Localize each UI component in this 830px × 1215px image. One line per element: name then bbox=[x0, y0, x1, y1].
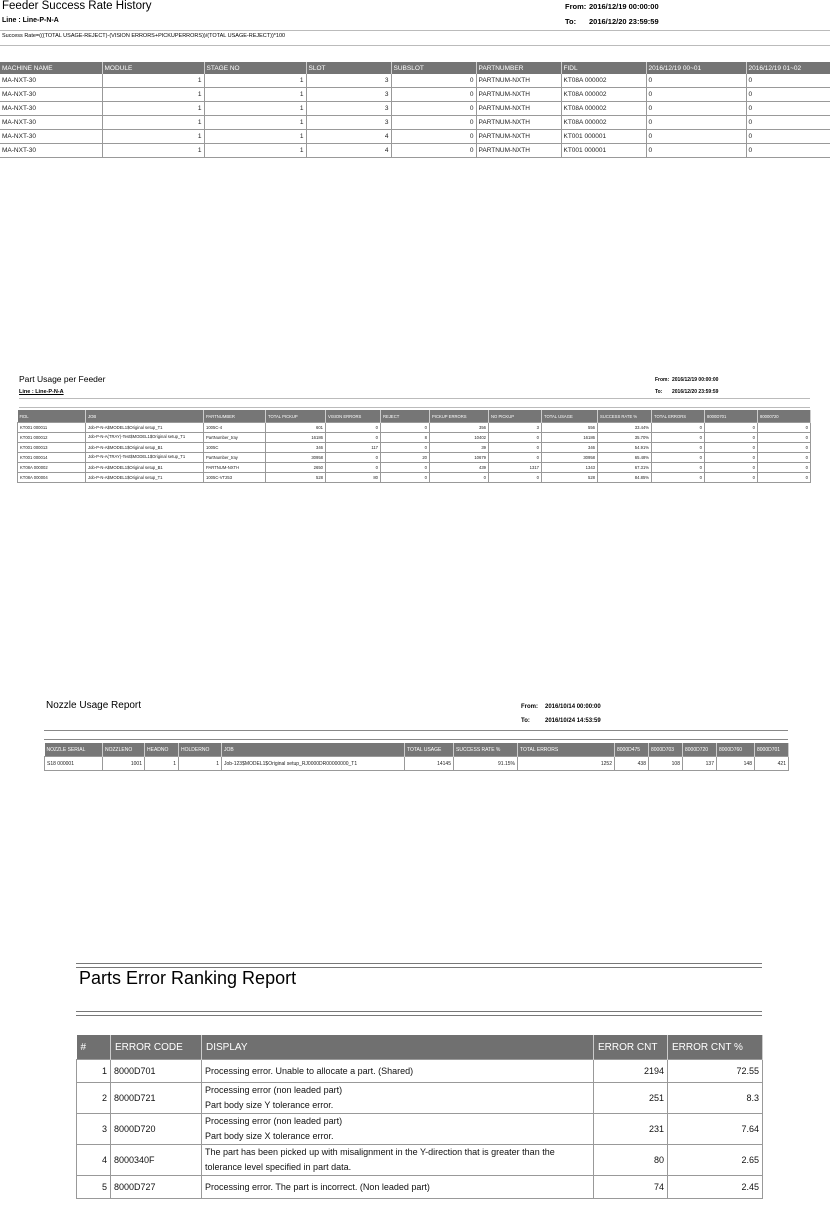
table-cell: 0 bbox=[758, 423, 811, 433]
table-cell: 0 bbox=[391, 88, 476, 102]
table-cell: 8 bbox=[381, 433, 430, 443]
table-cell: 1 bbox=[204, 88, 306, 102]
separator bbox=[19, 398, 810, 408]
column-header: JOB bbox=[86, 410, 204, 423]
table-cell: 438 bbox=[615, 757, 649, 771]
table-row bbox=[18, 433, 811, 443]
table-cell: 91.15% bbox=[454, 757, 518, 771]
table-cell: 1 bbox=[102, 116, 204, 130]
from-value: 2016/12/19 00:00:00 bbox=[589, 2, 659, 11]
table-cell: 601 bbox=[266, 423, 326, 433]
display-cell bbox=[202, 1145, 594, 1176]
table-cell: 0 bbox=[652, 463, 705, 473]
table-row bbox=[0, 144, 830, 158]
error-ranking-table bbox=[76, 1035, 763, 1199]
table-row bbox=[18, 423, 811, 433]
table-cell: Job-P-N-A(TRAY)-Test$MODEL1$Original setup_T1 bbox=[86, 433, 204, 443]
feeder-success-title: Feeder Success Rate History bbox=[2, 0, 152, 12]
table-cell: 0 bbox=[746, 144, 830, 158]
rank-cell: 4 bbox=[77, 1145, 111, 1176]
table-cell: 54.91% bbox=[598, 443, 652, 453]
to-label: To: bbox=[655, 389, 663, 395]
table-row bbox=[77, 1114, 763, 1145]
column-header: VISION ERRORS bbox=[326, 410, 381, 423]
feeder-success-to bbox=[565, 17, 659, 26]
error-pct-cell: 72.55 bbox=[668, 1060, 763, 1083]
to-label: To: bbox=[565, 17, 577, 26]
table-cell: 35.70% bbox=[598, 433, 652, 443]
column-header: ERROR CNT % bbox=[668, 1035, 763, 1060]
table-cell: 0 bbox=[705, 443, 758, 453]
table-cell: 4 bbox=[306, 130, 391, 144]
table-cell: 0 bbox=[652, 453, 705, 463]
table-cell: 0 bbox=[758, 443, 811, 453]
part-usage-from bbox=[655, 377, 718, 383]
table-cell: 0 bbox=[652, 433, 705, 443]
table-cell: 39 bbox=[430, 443, 489, 453]
table-cell: 0 bbox=[746, 88, 830, 102]
column-header: MODULE bbox=[102, 62, 204, 74]
table-row bbox=[77, 1176, 763, 1199]
column-header: SUCCESS RATE % bbox=[598, 410, 652, 423]
table-cell: KT001 000011 bbox=[18, 423, 86, 433]
table-cell: 0 bbox=[758, 463, 811, 473]
table-cell: 1 bbox=[204, 130, 306, 144]
table-cell: 0 bbox=[391, 144, 476, 158]
table-cell: 137 bbox=[683, 757, 717, 771]
table-row bbox=[77, 1060, 763, 1083]
from-value: 2016/10/14 00:00:00 bbox=[545, 704, 601, 710]
table-cell: 0 bbox=[381, 443, 430, 453]
column-header: NOZZLENO bbox=[103, 743, 145, 757]
table-cell: Job-P-N-A$MODEL1$Original setup_T1 bbox=[86, 473, 204, 483]
table-cell: 67.31% bbox=[598, 463, 652, 473]
error-code-cell: 8000D701 bbox=[111, 1060, 202, 1083]
nozzle-usage-from bbox=[521, 704, 601, 710]
table-cell: 30958 bbox=[266, 453, 326, 463]
table-cell: 1005C bbox=[204, 443, 266, 453]
column-header: 80000720 bbox=[758, 410, 811, 423]
table-cell: 14145 bbox=[405, 757, 454, 771]
table-cell: 1252 bbox=[518, 757, 615, 771]
table-cell: 0 bbox=[758, 473, 811, 483]
error-pct-cell: 2.45 bbox=[668, 1176, 763, 1199]
table-row bbox=[77, 1145, 763, 1176]
error-cnt-cell: 231 bbox=[594, 1114, 668, 1145]
column-header: SLOT bbox=[306, 62, 391, 74]
display-line: tolerance level specified in part data. bbox=[205, 1162, 352, 1172]
table-cell: 0 bbox=[646, 88, 746, 102]
table-cell: 0 bbox=[646, 144, 746, 158]
nozzle-usage-table bbox=[44, 743, 789, 771]
table-cell: 0 bbox=[381, 423, 430, 433]
table-row bbox=[18, 473, 811, 483]
table-cell: 1001 bbox=[103, 757, 145, 771]
from-label: From: bbox=[655, 377, 670, 383]
table-cell: 0 bbox=[381, 463, 430, 473]
error-code-cell: 8000D720 bbox=[111, 1114, 202, 1145]
table-cell: 0 bbox=[489, 453, 542, 463]
table-cell: 84.85% bbox=[598, 473, 652, 483]
table-cell: PARTNUM-NXTH bbox=[204, 463, 266, 473]
to-value: 2016/10/24 14:53:59 bbox=[545, 718, 601, 724]
table-cell: 3 bbox=[489, 423, 542, 433]
to-label: To: bbox=[521, 718, 530, 724]
table-cell: 0 bbox=[705, 473, 758, 483]
table-cell: 1 bbox=[102, 88, 204, 102]
table-cell: 16186 bbox=[266, 433, 326, 443]
table-cell: 10402 bbox=[430, 433, 489, 443]
table-cell: 1 bbox=[204, 116, 306, 130]
table-cell: 0 bbox=[489, 473, 542, 483]
column-header: JOB bbox=[222, 743, 405, 757]
table-cell: 0 bbox=[705, 463, 758, 473]
table-cell: 0 bbox=[746, 130, 830, 144]
column-header: STAGE NO bbox=[204, 62, 306, 74]
column-header: TOTAL ERRORS bbox=[518, 743, 615, 757]
column-header: ERROR CNT bbox=[594, 1035, 668, 1060]
table-cell: 0 bbox=[391, 116, 476, 130]
table-header-row bbox=[45, 743, 789, 757]
display-line: Processing error (non leaded part) bbox=[205, 1116, 343, 1126]
table-cell: Job-P-N-A$MODEL1$Original setup_T1 bbox=[86, 423, 204, 433]
error-pct-cell: 8.3 bbox=[668, 1083, 763, 1114]
table-cell: MA-NXT-30 bbox=[0, 88, 102, 102]
table-cell: KT001 000013 bbox=[18, 443, 86, 453]
table-cell: 30958 bbox=[542, 453, 598, 463]
column-header: # bbox=[77, 1035, 111, 1060]
display-line: Part body size X tolerance error. bbox=[205, 1131, 334, 1141]
display-line: Processing error (non leaded part) bbox=[205, 1085, 343, 1095]
display-cell bbox=[202, 1060, 594, 1083]
table-header-row bbox=[18, 410, 811, 423]
column-header: SUCCESS RATE % bbox=[454, 743, 518, 757]
column-header: 8000D720 bbox=[683, 743, 717, 757]
column-header: 8000D701 bbox=[755, 743, 789, 757]
table-row bbox=[0, 88, 830, 102]
table-row bbox=[18, 453, 811, 463]
rank-cell: 5 bbox=[77, 1176, 111, 1199]
table-row bbox=[45, 757, 789, 771]
table-cell: PartNumber_tray bbox=[204, 453, 266, 463]
table-cell: 0 bbox=[758, 453, 811, 463]
table-cell: S18 000001 bbox=[45, 757, 103, 771]
error-code-cell: 8000D721 bbox=[111, 1083, 202, 1114]
table-cell: 1 bbox=[145, 757, 179, 771]
column-header: 8000D703 bbox=[649, 743, 683, 757]
table-cell: PARTNUM-NXTH bbox=[476, 102, 561, 116]
table-cell: 346 bbox=[266, 443, 326, 453]
table-cell: 3 bbox=[306, 88, 391, 102]
table-cell: KT001 000001 bbox=[561, 130, 646, 144]
feeder-success-line: Line : Line-P-N-A bbox=[2, 17, 59, 24]
column-header: TOTAL ERRORS bbox=[652, 410, 705, 423]
table-cell: KT001 000012 bbox=[18, 433, 86, 443]
table-cell: Job-P-N-A$MODEL1$Original setup_B1 bbox=[86, 463, 204, 473]
rank-cell: 3 bbox=[77, 1114, 111, 1145]
table-cell: 0 bbox=[489, 443, 542, 453]
part-usage-table bbox=[17, 410, 811, 483]
separator bbox=[44, 730, 788, 740]
table-cell: 0 bbox=[326, 423, 381, 433]
table-cell: 65.48% bbox=[598, 453, 652, 463]
table-cell: 1317 bbox=[489, 463, 542, 473]
table-cell: 528 bbox=[542, 473, 598, 483]
table-cell: 0 bbox=[326, 433, 381, 443]
table-cell: 356 bbox=[430, 423, 489, 433]
table-cell: KT001 000001 bbox=[561, 144, 646, 158]
table-cell: 1 bbox=[102, 102, 204, 116]
feeder-success-from bbox=[565, 2, 659, 11]
column-header: FIDL bbox=[18, 410, 86, 423]
table-cell: 0 bbox=[705, 423, 758, 433]
table-cell: KT08A 000002 bbox=[561, 116, 646, 130]
to-value: 2016/12/20 23:59:59 bbox=[589, 17, 659, 26]
table-cell: KT08A 000002 bbox=[18, 463, 86, 473]
table-cell: 1 bbox=[204, 74, 306, 88]
table-cell: MA-NXT-30 bbox=[0, 116, 102, 130]
table-cell: 1005C-4 bbox=[204, 423, 266, 433]
table-cell: 528 bbox=[266, 473, 326, 483]
column-header: REJECT bbox=[381, 410, 430, 423]
table-cell: 0 bbox=[381, 473, 430, 483]
table-cell: 1005C-VT253 bbox=[204, 473, 266, 483]
success-rate-formula: Success Rate=(((TOTAL USAGE-REJECT)-(VISION ERRORS+PICKUPERRORS))/(TOTAL USAGE-REJECT))*100 bbox=[2, 33, 286, 39]
table-cell: 556 bbox=[542, 423, 598, 433]
table-row bbox=[77, 1083, 763, 1114]
error-cnt-cell: 74 bbox=[594, 1176, 668, 1199]
column-header: NO PICKUP bbox=[489, 410, 542, 423]
table-cell: 20 bbox=[381, 453, 430, 463]
rank-cell: 2 bbox=[77, 1083, 111, 1114]
table-cell: KT001 000014 bbox=[18, 453, 86, 463]
table-cell: 0 bbox=[758, 433, 811, 443]
table-cell: 108 bbox=[649, 757, 683, 771]
table-cell: 346 bbox=[542, 443, 598, 453]
table-cell: PartNumber_tray bbox=[204, 433, 266, 443]
display-line: Part body size Y tolerance error. bbox=[205, 1100, 334, 1110]
table-row bbox=[0, 74, 830, 88]
table-cell: 117 bbox=[326, 443, 381, 453]
column-header: 2016/12/19 00~01 bbox=[646, 62, 746, 74]
column-header: DISPLAY bbox=[202, 1035, 594, 1060]
column-header: 8000D760 bbox=[717, 743, 755, 757]
table-cell: PARTNUM-NXTH bbox=[476, 130, 561, 144]
display-line: Processing error. Unable to allocate a part. (Shared) bbox=[205, 1066, 414, 1076]
table-cell: MA-NXT-30 bbox=[0, 144, 102, 158]
from-value: 2016/12/19 00:00:00 bbox=[672, 377, 719, 383]
column-header: ERROR CODE bbox=[111, 1035, 202, 1060]
table-cell: MA-NXT-30 bbox=[0, 74, 102, 88]
column-header: NOZZLE SERIAL bbox=[45, 743, 103, 757]
table-row bbox=[0, 130, 830, 144]
table-cell: 4 bbox=[306, 144, 391, 158]
from-label: From: bbox=[565, 2, 587, 11]
column-header: 2016/12/19 01~02 bbox=[746, 62, 830, 74]
table-cell: 0 bbox=[391, 102, 476, 116]
table-cell: 0 bbox=[391, 130, 476, 144]
error-pct-cell: 7.64 bbox=[668, 1114, 763, 1145]
table-cell: 0 bbox=[746, 116, 830, 130]
table-cell: 1 bbox=[102, 144, 204, 158]
table-cell: 0 bbox=[646, 102, 746, 116]
table-cell: 3 bbox=[306, 74, 391, 88]
table-cell: 0 bbox=[746, 74, 830, 88]
column-header: HEADNO bbox=[145, 743, 179, 757]
from-label: From: bbox=[521, 704, 538, 710]
column-header: 8000D475 bbox=[615, 743, 649, 757]
table-cell: 0 bbox=[652, 423, 705, 433]
table-cell: PARTNUM-NXTH bbox=[476, 74, 561, 88]
table-header-row bbox=[77, 1035, 763, 1060]
table-cell: 0 bbox=[746, 102, 830, 116]
table-cell: 1 bbox=[179, 757, 222, 771]
column-header: PARTNUMBER bbox=[476, 62, 561, 74]
column-header: TOTAL USAGE bbox=[405, 743, 454, 757]
table-row bbox=[0, 102, 830, 116]
table-cell: KT08A 000002 bbox=[561, 88, 646, 102]
table-cell: 0 bbox=[326, 463, 381, 473]
table-cell: 0 bbox=[652, 443, 705, 453]
table-cell: PARTNUM-NXTH bbox=[476, 116, 561, 130]
part-usage-line: Line : Line-P-N-A bbox=[19, 389, 64, 395]
column-header: PARTNUMBER bbox=[204, 410, 266, 423]
table-cell: 0 bbox=[391, 74, 476, 88]
table-cell: 0 bbox=[646, 74, 746, 88]
table-cell: 1 bbox=[102, 130, 204, 144]
to-value: 2016/12/20 23:59:59 bbox=[672, 389, 719, 395]
table-cell: 2650 bbox=[266, 463, 326, 473]
table-cell: KT08A 000002 bbox=[561, 74, 646, 88]
error-code-cell: 8000D727 bbox=[111, 1176, 202, 1199]
table-cell: KT08A 000002 bbox=[561, 102, 646, 116]
rank-cell: 1 bbox=[77, 1060, 111, 1083]
table-row bbox=[18, 463, 811, 473]
display-cell bbox=[202, 1176, 594, 1199]
display-cell bbox=[202, 1114, 594, 1145]
table-cell: Job-123$MODEL1$Original setup_RJ0000DR00000000_T1 bbox=[222, 757, 405, 771]
column-header: TOTAL PICKUP bbox=[266, 410, 326, 423]
table-row bbox=[18, 443, 811, 453]
table-cell: PARTNUM-NXTH bbox=[476, 144, 561, 158]
error-cnt-cell: 251 bbox=[594, 1083, 668, 1114]
display-cell bbox=[202, 1083, 594, 1114]
column-header: PICKUP ERRORS bbox=[430, 410, 489, 423]
table-cell: MA-NXT-30 bbox=[0, 102, 102, 116]
feeder-success-table bbox=[0, 62, 830, 158]
nozzle-usage-to bbox=[521, 718, 601, 724]
error-ranking-title: Parts Error Ranking Report bbox=[79, 968, 297, 988]
table-cell: 0 bbox=[326, 453, 381, 463]
table-header-row bbox=[0, 62, 830, 74]
table-cell: 10679 bbox=[430, 453, 489, 463]
nozzle-usage-title: Nozzle Usage Report bbox=[46, 700, 142, 711]
table-cell: 1343 bbox=[542, 463, 598, 473]
part-usage-title: Part Usage per Feeder bbox=[19, 374, 106, 384]
table-cell: Job-P-N-A$MODEL1$Original setup_B1 bbox=[86, 443, 204, 453]
column-header: MACHINE NAME bbox=[0, 62, 102, 74]
table-cell: MA-NXT-30 bbox=[0, 130, 102, 144]
table-cell: 0 bbox=[646, 130, 746, 144]
column-header: FIDL bbox=[561, 62, 646, 74]
table-cell: 439 bbox=[430, 463, 489, 473]
table-cell: 0 bbox=[652, 473, 705, 483]
column-header: 8000D701 bbox=[705, 410, 758, 423]
table-cell: 16186 bbox=[542, 433, 598, 443]
error-cnt-cell: 80 bbox=[594, 1145, 668, 1176]
table-cell: 1 bbox=[102, 74, 204, 88]
table-cell: KT08A 000004 bbox=[18, 473, 86, 483]
table-cell: 0 bbox=[705, 433, 758, 443]
error-code-cell: 8000340F bbox=[111, 1145, 202, 1176]
table-cell: 1 bbox=[204, 102, 306, 116]
table-cell: 33.44% bbox=[598, 423, 652, 433]
error-pct-cell: 2.65 bbox=[668, 1145, 763, 1176]
error-cnt-cell: 2194 bbox=[594, 1060, 668, 1083]
column-header: HOLDERNO bbox=[179, 743, 222, 757]
display-line: The part has been picked up with misalignment in the Y-direction that is greater than the bbox=[205, 1147, 555, 1157]
table-cell: 3 bbox=[306, 116, 391, 130]
column-header: SUBSLOT bbox=[391, 62, 476, 74]
table-cell: 0 bbox=[646, 116, 746, 130]
table-cell: 1 bbox=[204, 144, 306, 158]
column-header: TOTAL USAGE bbox=[542, 410, 598, 423]
table-cell: 3 bbox=[306, 102, 391, 116]
table-cell: 148 bbox=[717, 757, 755, 771]
table-cell: PARTNUM-NXTH bbox=[476, 88, 561, 102]
display-line: Processing error. The part is incorrect. (Non leaded part) bbox=[205, 1182, 430, 1192]
table-cell: Job-P-N-A(TRAY)-Test$MODEL1$Original setup_T1 bbox=[86, 453, 204, 463]
double-rule bbox=[76, 1011, 762, 1016]
table-cell: 0 bbox=[489, 433, 542, 443]
table-cell: 421 bbox=[755, 757, 789, 771]
table-cell: 80 bbox=[326, 473, 381, 483]
table-cell: 0 bbox=[430, 473, 489, 483]
part-usage-to bbox=[655, 389, 718, 395]
table-cell: 0 bbox=[705, 453, 758, 463]
table-row bbox=[0, 116, 830, 130]
